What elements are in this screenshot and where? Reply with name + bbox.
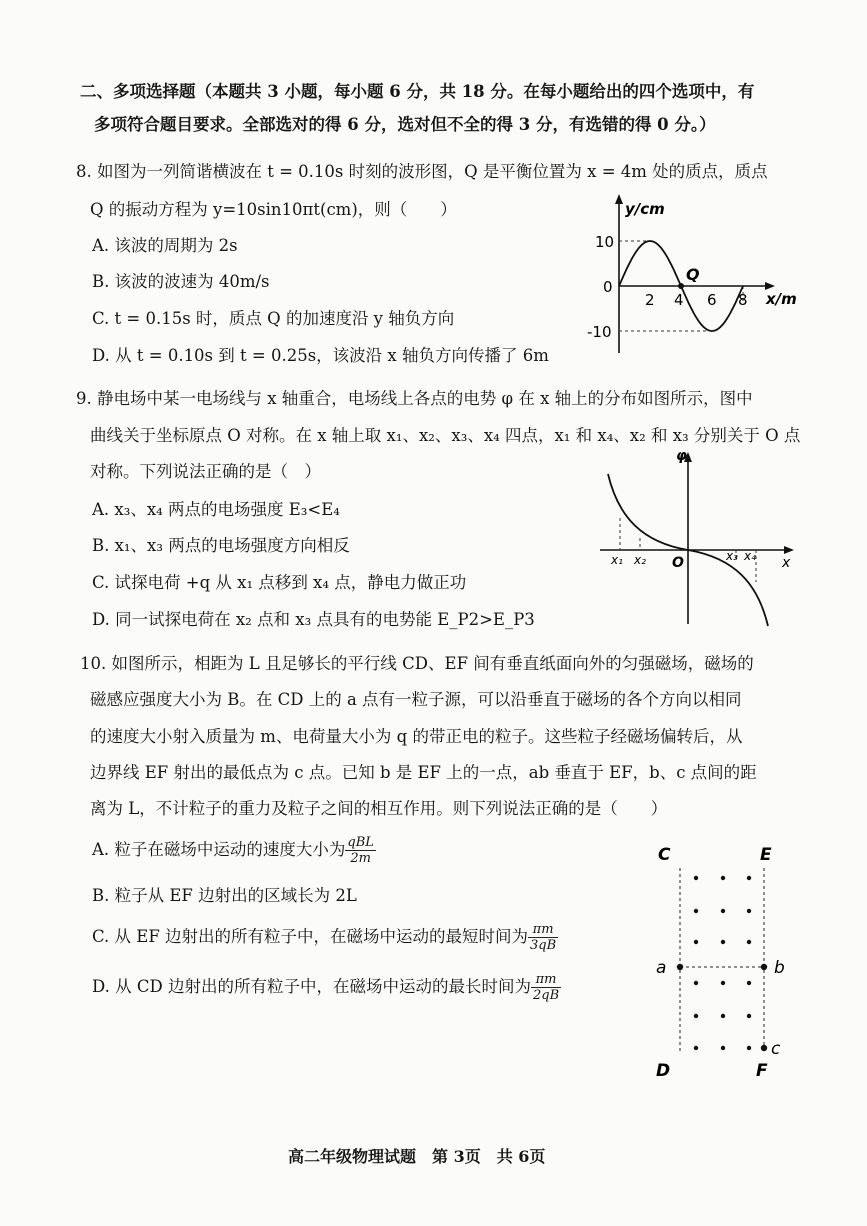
field-dot (694, 1014, 698, 1018)
q10-option-a-numerator: qBL (347, 835, 374, 850)
q9-x-arrow (784, 546, 794, 554)
q10-option-d (92, 972, 561, 1003)
q10-option-c-denominator: 3qB (530, 938, 557, 953)
field-dot (694, 940, 698, 944)
q9-stem-line3: 对称。下列说法正确的是（ ） (90, 462, 321, 481)
q10-option-b: B. 粒子从 EF 边射出的区域长为 2L (92, 886, 357, 905)
q10-stem-line1: 10. 如图所示，相距为 L 且足够长的平行线 CD、EF 间有垂直纸面向外的匀强磁场，磁场的 (80, 654, 754, 673)
q10-stem-line2: 磁感应强度大小为 B。在 CD 上的 a 点有一粒子源，可以沿垂直于磁场的各个方向以相同 (90, 690, 742, 709)
field-dot (721, 1046, 725, 1050)
q8-origin-label: 0 (603, 278, 613, 296)
field-dot (747, 909, 751, 913)
q8-tick-neg10: -10 (587, 323, 612, 341)
q8-tick-10: 10 (595, 233, 615, 251)
q8-tick-8: 8 (738, 291, 748, 309)
q8-q-label: Q (686, 265, 700, 284)
field-dot (747, 1014, 751, 1018)
q8-tick-4: 4 (674, 291, 684, 309)
q10-stem-line3: 的速度大小射入质量为 m、电荷量大小为 q 的带正电的粒子。这些粒子经磁场偏转后，从 (90, 727, 743, 746)
q8-y-label: y/cm (625, 200, 665, 218)
field-dot (694, 981, 698, 985)
field-dot (721, 1014, 725, 1018)
q10-option-c-text: C. 从 EF 边射出的所有粒子中，在磁场中运动的最短时间为 (92, 927, 529, 946)
q8-option-c: C. t = 0.15s 时，质点 Q 的加速度沿 y 轴负方向 (92, 309, 455, 328)
q9-option-c: C. 试探电荷 +q 从 x₁ 点移到 x₄ 点，静电力做正功 (92, 573, 467, 592)
q9-origin-label: O (672, 555, 684, 571)
field-dot (694, 909, 698, 913)
field-dot (747, 876, 751, 880)
field-dot (721, 940, 725, 944)
field-dot (721, 876, 725, 880)
q10-label-c-upper: C (658, 845, 671, 865)
q10-label-a: a (656, 958, 667, 978)
q10-point-a (677, 964, 683, 970)
q9-y-label: φ (676, 448, 687, 464)
q9-label-x1: x₁ (611, 553, 623, 567)
q8-tick-2: 2 (645, 291, 655, 309)
q9-stem-line1: 9. 静电场中某一电场线与 x 轴重合，电场线上各点的电势 φ 在 x 轴上的分布如图所示，图中 (76, 389, 753, 408)
q8-stem-line1: 8. 如图为一列简谐横波在 t = 0.10s 时刻的波形图，Q 是平衡位置为 x = 4m 处的质点，质点 (76, 162, 768, 181)
q10-label-f: F (756, 1061, 768, 1081)
q8-tick-6: 6 (707, 291, 717, 309)
section-heading-line1: 二、多项选择题（本题共 3 小题，每小题 6 分，共 18 分。在每小题给出的四个选项中，有 (80, 82, 755, 101)
q8-x-arrow (765, 282, 775, 290)
q10-label-b: b (774, 958, 785, 978)
q10-label-e: E (760, 845, 772, 865)
q9-stem-line2: 曲线关于坐标原点 O 对称。在 x 轴上取 x₁、x₂、x₃、x₄ 四点，x₁ 和 x₄、x₂ 和 x₃ 分别关于 O 点 (90, 426, 801, 445)
q8-y-arrow (615, 194, 623, 204)
q8-point-q (678, 283, 684, 289)
q9-label-x2: x₂ (634, 553, 646, 567)
q10-field-dots (694, 876, 751, 1050)
field-dot (694, 876, 698, 880)
q9-label-x3: x₃ (726, 549, 738, 563)
q10-label-d: D (656, 1061, 671, 1081)
q10-stem-line4: 边界线 EF 射出的最低点为 c 点。已知 b 是 EF 上的一点，ab 垂直于 EF，b、c 点间的距 (90, 763, 757, 782)
q9-option-a: A. x₃、x₄ 两点的电场强度 E₃<E₄ (92, 500, 340, 519)
q8-option-d: D. 从 t = 0.10s 到 t = 0.25s，该波沿 x 轴负方向传播了 6m (92, 346, 549, 365)
q8-option-a: A. 该波的周期为 2s (92, 236, 238, 255)
q10-option-a-denominator: 2m (350, 851, 371, 866)
q10-option-c (92, 922, 558, 953)
page-footer: 高二年级物理试题 第 3页 共 6页 (288, 1147, 546, 1166)
q10-point-b (761, 964, 767, 970)
q10-option-a (92, 835, 376, 866)
q9-option-d: D. 同一试探电荷在 x₂ 点和 x₃ 点具有的电势能 E_P2>E_P3 (92, 610, 535, 629)
field-dot (747, 981, 751, 985)
field-dot (721, 981, 725, 985)
q8-option-b: B. 该波的波速为 40m/s (92, 272, 270, 291)
q9-potential-figure (596, 446, 796, 628)
q10-field-figure (646, 836, 796, 1086)
q8-wave-figure (583, 188, 803, 360)
q10-option-d-numerator: πm (531, 972, 561, 988)
q10-option-d-denominator: 2qB (532, 988, 560, 1003)
q9-label-x4: x₄ (744, 549, 756, 563)
field-dot (721, 909, 725, 913)
field-dot (747, 1046, 751, 1050)
section-heading-line2: 多项符合题目要求。全部选对的得 6 分，选对但不全的得 3 分，有选错的得 0 分。） (94, 115, 716, 134)
q9-option-b: B. x₁、x₃ 两点的电场强度方向相反 (92, 536, 350, 555)
q10-option-a-text: A. 粒子在磁场中运动的速度大小为 (92, 840, 346, 859)
field-dot (747, 940, 751, 944)
q9-x-label: x (782, 555, 791, 571)
q10-option-c-numerator: πm (528, 922, 558, 938)
q10-option-d-text: D. 从 CD 边射出的所有粒子中，在磁场中运动的最长时间为 (92, 977, 531, 996)
q8-x-label: x/m (766, 290, 797, 308)
field-dot (694, 1046, 698, 1050)
q10-label-c-lower: c (771, 1039, 781, 1059)
q8-stem-line2: Q 的振动方程为 y=10sin10πt(cm)，则（ ） (90, 200, 457, 219)
q10-point-c (761, 1045, 767, 1051)
q10-stem-line5: 离为 L，不计粒子的重力及粒子之间的相互作用。则下列说法正确的是（ ） (90, 799, 668, 818)
